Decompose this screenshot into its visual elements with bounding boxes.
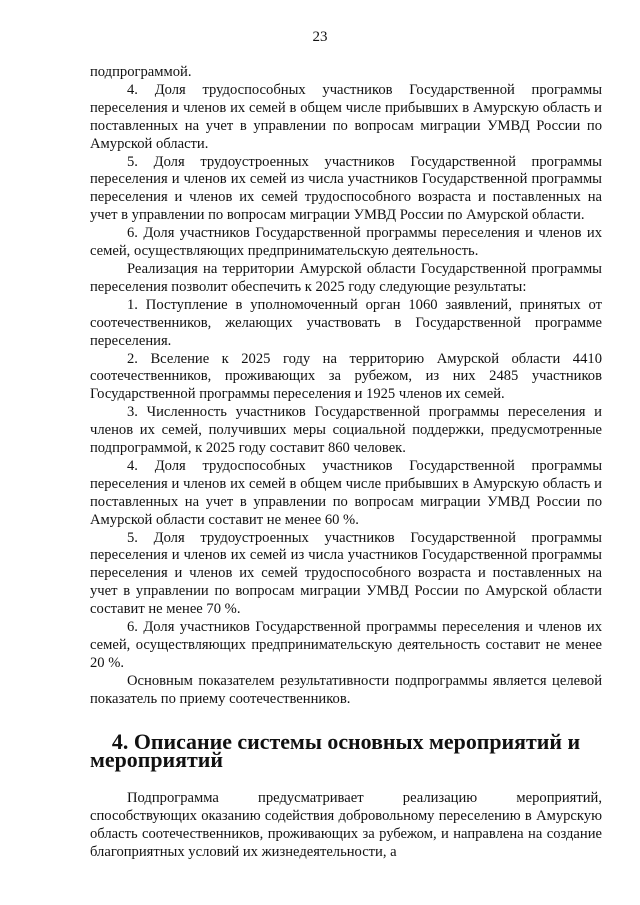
paragraph-result-4: 4. Доля трудоспособных участников Государственной программы переселения и членов их семей в общем числе прибывших в Амурскую область и поставленных на учет в управлении по вопросам миграции УМВД России по Амурской области составит не менее 60 %. <box>90 457 602 528</box>
paragraph-result-1: 1. Поступление в уполномоченный орган 1060 заявлений, принятых от соотечественников, желающих участвовать в Государственной программе переселения. <box>90 296 602 349</box>
section-heading: 4. Описание системы основных мероприятий и мероприятий <box>90 728 581 772</box>
paragraph-result-6: 6. Доля участников Государственной программы переселения и членов их семей, осуществляющих предпринимательскую деятельность составит не менее 20 %. <box>90 619 602 671</box>
paragraph-indicator-6: 6. Доля участников Государственной программы переселения и членов их семей, осуществляющих предпринимательскую деятельность. <box>90 225 602 260</box>
paragraph-result-5: 5. Доля трудоустроенных участников Государственной программы переселения и членов их семей из числа участников Государственной программы переселения и членов их семей трудоспособного возраста и поставленных на учет в управлении по вопросам миграции УМВД России по Амурской области составит не менее 70 %. <box>90 529 602 618</box>
paragraph-results-intro: Реализация на территории Амурской области Государственной программы переселения позволит обеспечить к 2025 году следующие результаты: <box>90 260 602 295</box>
paragraph-subprogram-description: Подпрограмма предусматривает реализацию мероприятий, способствующих оказанию содействия добровольному переселению в Амурскую область соотечественников, проживающих за рубежом, и направлена на создание благоприятных условий их жизнедеятельности, а <box>90 790 602 861</box>
paragraph-continuation: подпрограммой. <box>90 64 192 80</box>
document-body <box>90 64 602 862</box>
paragraph-indicator-5: 5. Доля трудоустроенных участников Государственной программы переселения и членов их семей из числа участников Государственной программы переселения и членов их семей трудоспособного возраста и поставленных на учет в управлении по вопросам миграции УМВД России по Амурской области. <box>90 153 602 224</box>
page-number: 23 <box>312 29 328 45</box>
paragraph-indicator-4: 4. Доля трудоспособных участников Государственной программы переселения и членов их семей в общем числе прибывших в Амурскую область и поставленных на учет в управлении по вопросам миграции УМВД России по Амурской области. <box>90 81 602 152</box>
paragraph-result-2: 2. Вселение к 2025 году на территорию Амурской области 4410 соотечественников, проживающих за рубежом, из них 2485 участников Государственной программы переселения и 1925 членов их семей. <box>90 350 602 403</box>
paragraph-result-3: 3. Численность участников Государственной программы переселения и членов их семей, получивших меры социальной поддержки, предусмотренные подпрограммой, к 2025 году составит 860 человек. <box>90 404 602 457</box>
paragraph-main-indicator: Основным показателем результативности подпрограммы является целевой показатель по приему соотечественников. <box>90 672 602 707</box>
